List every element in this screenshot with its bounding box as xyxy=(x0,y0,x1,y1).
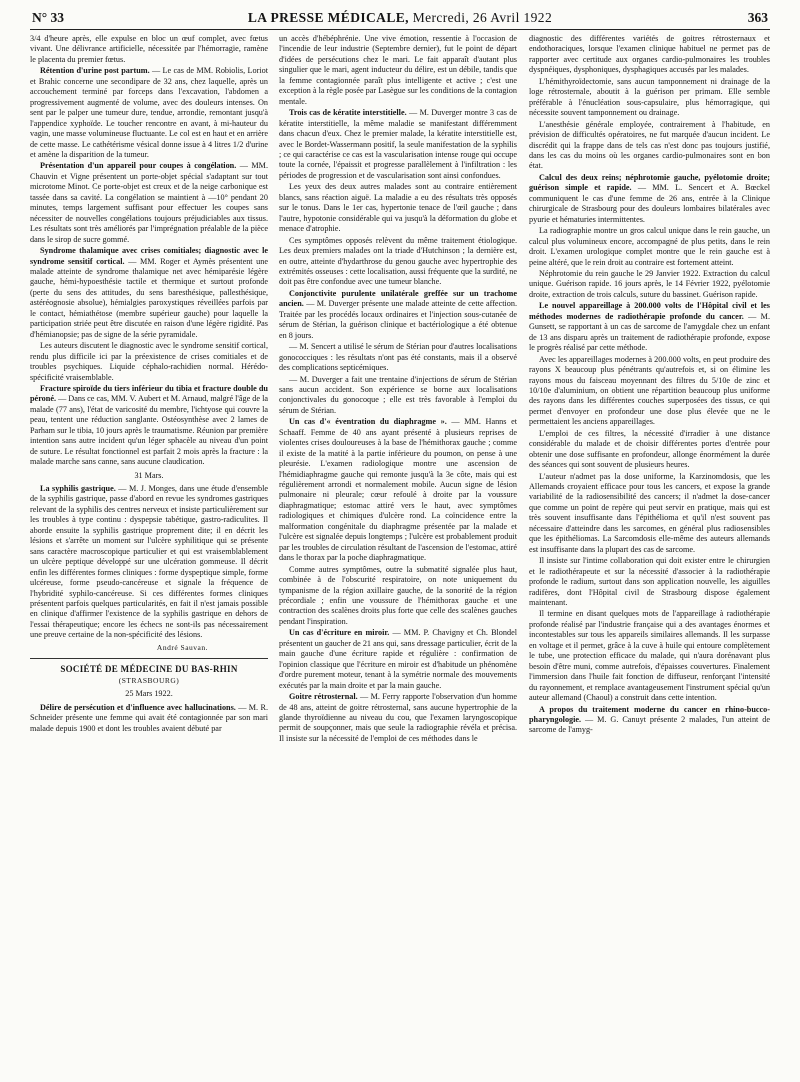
article-paragraph: Un cas d'écriture en miroir. — MM. P. Chavigny et Ch. Blondel présentent un gaucher de 21 ans qui, sans dressage particulier, écrit de la main gauche d'une écriture rapide et régulière : confirmation de l'opinion classique que l'écriture en miroir est d'habitude un phénomène d'ordre purement moteur, tenant à la symétrie normale des mouvements exécutés par la main droite et par la main gauche. xyxy=(279,628,517,690)
column-3 xyxy=(529,34,770,1078)
article-paragraph: Les auteurs discutent le diagnostic avec le syndrome sensitif cortical, rendu plus difficile ici par la préexistence de crises comitiales et de troubles psychiques. Liquide céphalo-rachidien normal. Hérédo-spécificité vraisemblable. xyxy=(30,341,268,382)
article-paragraph: — M. Duverger a fait une trentaine d'injections de sérum de Stérian sans aucun accident. Son expérience se borne aux localisations conjonctivales du gonocoque ; elle est très favorable à l'emploi du sérum de Stérian. xyxy=(279,374,517,415)
article-paragraph: Trois cas de kératite interstitielle. — M. Duverger montre 3 cas de kératite interstitielle, la même maladie se manifestant différemment dans chacun d'eux. Chez le premier malade, la kératite interstitielle est, avec le Bordet-Wassermann positif, la seule manifestation de la syphilis ; ce qui caractérise ce cas est la vascularisation intense rouge qui occupe toute la cornée, l'épaissit et progresse parallèlement à l'infiltration : les périodes de progression et de vascularisation sont ainsi confondues. xyxy=(279,108,517,180)
article-paragraph: Les yeux des deux autres malades sont au contraire entièrement blancs, sans réaction aiguë. La maladie a eu des résultats très opposés sur le tonus. Dans le 1er cas, hypertonie tenace de l'œil gauche ; dans l'autre, hypotonie considérable qui va jusqu'à la déformation du globe et menace d'atrophie. xyxy=(279,182,517,234)
article-title: Calcul des deux reins; néphrotomie gauche, pyélotomie droite; guérison simple et rapide. xyxy=(529,172,770,193)
article-paragraph: Délire de persécution et d'influence avec hallucinations. — M. R. Schneider présente une femme qui avait été contagionnée par son mari malade depuis 1900 et dont les troubles avaient débuté par xyxy=(30,702,268,733)
article-paragraph: Comme autres symptômes, outre la submatité signalée plus haut, combinée à de l'obscurité respiratoire, on note uniquement du tympanisme de la région axillaire gauche, de la sonorité de la région précordiale ; enfin une voussure de l'hémithorax gauche et une contraction des scalènes droits plus forte que celle des scalènes gauches pendant l'inspiration. xyxy=(279,564,517,626)
article-paragraph: Conjonctivite purulente unilatérale greffée sur un trachome ancien. — M. Duverger présente une malade atteinte de cette affection. Traitée par les procédés locaux ordinaires et l'injection sous-cutanée de sérum de Stérian, la guérison clinique et bactériologique a été obtenue en 8 jours. xyxy=(279,288,517,340)
article-paragraph: Il insiste sur l'intime collaboration qui doit exister entre le chirurgien et le radiothérapeute et sur la nécessité d'associer à la radiothérapie profonde le radium, surtout dans son application nouvelle, les aiguilles radifères, dont l'Hôpital civil de Strasbourg dispose également maintenant. xyxy=(529,556,770,608)
issue-number: N° 33 xyxy=(32,10,65,25)
article-paragraph: Il termine en disant quelques mots de l'appareillage à radiothérapie profonde réalisé par l'industrie française qui a des avantages énormes et incontestables sur tous les appareils similaires allemands. Il les surpasse en voltage et il permet, grâce à la cuve à huile qui entoure complètement le tube, une protection efficace du malade, qui n'aura dorénavant plus besoin d'être muni, comme autrefois, d'épaisses couvertures. Finalement l'immersion dans l'huile fait fonction de diffuseur, renforçant l'intensité du rayonnement, et remplace avantageusement l'instrument spécial qu'un auteur allemand (Chaoul) a construit dans cette intention. xyxy=(529,609,770,703)
journal-name: LA PRESSE MÉDICALE, xyxy=(247,10,409,25)
society-heading: SOCIÉTÉ DE MÉDECINE DU BAS-RHIN xyxy=(60,664,238,675)
issue-date: Mercredi, 26 Avril 1922 xyxy=(412,10,553,25)
article-paragraph: Syndrome thalamique avec crises comitiales; diagnostic avec le syndrome sensitif cortical. — MM. Roger et Aymès présentent une malade atteinte de syndrome thalamique net avec hémiparésie légère gauche, hémi-hypoesthésie tactile et thermique et surtout profonde (perte du sens des attitudes, du sens baresthésique, pallesthésique, astéréognosie absolue), hémialgies paroxystiques réveillées parfois par le contact, hémiathétose (membre supérieur gauche) pour laquelle la participation striée peut être discutée en raison d'une légère rigidité. Pas d'hémianopsie; pas de signe de la série pyramidale. xyxy=(30,246,268,339)
article-paragraph: La syphilis gastrique. — M. J. Monges, dans une étude d'ensemble de la syphilis gastrique, passe d'abord en revue les syndromes gastriques relevant de la syphilis des centres nerveux et insiste particulièrement sur les troubles à type continu : dyspepsie tabétique, gastro-radiculites. Il aborde ensuite la syphilis gastrique proprement dite; il en décrit les lésions et s'arrête un moment sur l'ulcère syphilitique qui se présente sans caractère macroscopique particulier et qui est vraisemblablement un ulcère peptique développé sur une ulcération gommeuse. Il décrit enfin les différentes formes cliniques : forme dyspeptique simple, forme ulcéreuse, forme pseudo-cancéreuse et signale la fréquence de l'hybridité syphilo-cancéreuse. Si ces différentes formes cliniques présentent parfois quelques particularités, en fait il n'est jamais possible en clinique d'affirmer l'existence de la syphilis gastrique en dehors de l'essai thérapeutique; encore les échecs ne sont-ils pas nécessairement une preuve certaine de la non-spécificité des lésions. xyxy=(30,484,268,640)
article-paragraph: Un cas d'« éventration du diaphragme ». — MM. Hanns et Schaaff. Femme de 40 ans ayant présenté à plusieurs reprises de violentes crises douloureuses à la base de l'hémithorax gauche ; comme il existe de la matité à la partie inférieure du poumon, on pense à une pleurésie. L'examen radiologique montre une ascension de l'hémidiaphragme gauche qui remonte jusqu'à la 3e côte, mais qui est régulièrement arrondi et normalement mobile. Aucun signe de lésion pulmonaire ni pleurale; cœur refoulé à droite par la voussure diaphragmatique; estomac attiré vers le haut, avec symptômes radiologiques et chimiques d'ulcère rond. La coïncidence entre la malformation congénitale du diaphragme présentée par la malade et l'ulcère est signalée depuis longtemps ; l'ulcère est probablement produit par les troubles de circulation résultant de l'ascension de l'estomac, attiré dans le thorax par la poche diaphragmatique. xyxy=(279,417,517,563)
article-paragraph: Goitre rétrosternal. — M. Ferry rapporte l'observation d'un homme de 48 ans, atteint de goitre rétrosternal, sans aucune hypertrophie de la glande thyroïdienne au niveau du cou, que l'examen laryngoscopique permit de soupçonner, mais que seule la radiographie révéla et précisa. Il insiste sur la nécessité de l'emploi de ces méthodes dans le xyxy=(279,692,517,743)
article-paragraph: Présentation d'un appareil pour coupes à congélation. — MM. Chauvin et Vigne présentent un porte-objet spécial s'adaptant sur tout microtome Minot. Ce porte-objet est creux et de la neige carbonique est tassée dans sa cavité. La congélation se maintient à —10° pendant 20 minutes, temps largement suffisant pour effectuer les coupes sans nécessiter de nouvelles congélations toujours préjudiciables aux tissus. Les résultats sont très améliorés par l'imprégnation préalable de la pièce dans le sirop de sucre gommé. xyxy=(30,161,268,244)
article-paragraph: L'emploi de ces filtres, la nécessité d'irradier à une distance considérable du malade et de choisir différentes portes d'entrée pour obtenir une dose suffisante en profondeur, allonge énormément la durée des séances qui sont souvent de plusieurs heures. xyxy=(529,428,770,470)
article-title: La syphilis gastrique. xyxy=(40,484,116,494)
article-title: Conjonctivite purulente unilatérale greffée sur un trachome ancien. xyxy=(279,288,517,309)
column-2 xyxy=(279,34,517,1078)
article-paragraph: Fracture spiroïde du tiers inférieur du tibia et fracture double du péroné. — Dans ce cas, MM. V. Aubert et M. Arnaud, malgré l'âge de la malade (77 ans), l'état de varicosité du membre, l'ichtyose qui couvre la peau, tentent une réduction sanglante. Ostéosynthèse avec 2 lames de Parham sur le tibia, 10 jours après le traumatisme. Réunion par première intention sans autre incident qu'un léger sphacèle au niveau d'un point de suture. Le résultat fonctionnel est parfait 2 mois après la fracture : la malade marche sans canne, sans aucune claudication. xyxy=(30,383,268,467)
column-1 xyxy=(30,34,268,1078)
article-title: Un cas d'écriture en miroir. xyxy=(289,628,390,638)
article-paragraph: Néphrotomie du rein gauche le 29 Janvier 1922. Extraction du calcul unique. Guérison rapide. 16 jours après, le 14 Février 1922, pyélotomie droite, extraction de trois calculs, suture du bassinet. Guérison rapide. xyxy=(529,268,770,299)
article-paragraph: Ces symptômes opposés relèvent du même traitement étiologique. Les deux premiers malades ont la triade d'Hutchinson ; la dernière est, en outre, atteinte d'hydarthrose du genou gauche avec hypertrophie des extrémités osseuses : cette localisation, aussi fréquente que la surdité, ne doit pas être confondue avec une tumeur blanche. xyxy=(279,235,517,287)
date-line: 31 Mars. xyxy=(134,470,164,480)
article-paragraph: diagnostic des différentes variétés de goitres rétrosternaux et endothoraciques, lorsque l'examen clinique habituel ne permet pas de rapporter avec certitude aux organes cardio-pulmonaires les troubles dyspnéiques, dysphoniques, dysphagiques accusés par les malades. xyxy=(529,34,770,75)
page-number: 363 xyxy=(747,10,768,25)
page-header xyxy=(30,9,770,30)
article-title: Le nouvel appareillage à 200.000 volts de l'Hôpital civil et les méthodes modernes de radiothérapie profonde du cancer. xyxy=(529,301,770,321)
author-signature: André Sauvan. xyxy=(156,642,208,652)
article-title: A propos du traitement moderne du cancer en rhino-bucco-pharyngologie. xyxy=(529,704,770,724)
article-title: Trois cas de kératite interstitielle. xyxy=(289,108,407,118)
article-paragraph: A propos du traitement moderne du cancer en rhino-bucco-pharyngologie. — M. G. Canuyt présente 2 malades, l'un atteint de sarcome de l'amyg- xyxy=(529,704,770,735)
article-paragraph: L'hémithyroïdectomie, sans aucun tamponnement ni drainage de la loge rétrosternale, aboutit à la guérison per primam. Elle semble préférable à l'énucléation sous-capsulaire, plus hémorragique, qui nécessite souvent tamponnement ou drainage. xyxy=(529,76,770,118)
article-paragraph: L'auteur n'admet pas la dose uniforme, la Karzinomdosis, que les Allemands croyaient efficace pour tous les cancers, et expose la grande variabilité de la radiosensibilité des cancers; il n'admet la dose-cancer que comme un point de repère qui peut servir en pratique, mais qui est très souvent insuffisante dans l'épithélioma et qu'il n'est souvent pas nécessaire d'atteindre dans les sarcomes, en général plus radiosensibles que les épithéliomas. La Sarcomdosis elle-même des auteurs allemands est insuffisante dans la plupart des cas de sarcome. xyxy=(529,471,770,554)
article-title: Présentation d'un appareil pour coupes à congélation. xyxy=(40,161,237,171)
article-title: Rétention d'urine post partum. xyxy=(40,66,150,76)
article-title: Fracture spiroïde du tiers inférieur du tibia et fracture double du péroné. xyxy=(30,383,268,404)
article-paragraph: Avec les appareillages modernes à 200.000 volts, en peut produire des rayons X beaucoup plus pénétrants qu'autrefois et, si on élimine les rayons mous du faisceau moyennant des filtres du 5/10e de zinc et 10/10e d'aluminium, on obtient une répartition beaucoup plus uniforme des rayons dans les différentes couches superposées des tissus, ce qui permet d'envoyer en profondeur une dose plus élevée que ne le permettaient les anciens appareillages. xyxy=(529,354,770,427)
article-paragraph: Calcul des deux reins; néphrotomie gauche, pyélotomie droite; guérison simple et rapide. — MM. L. Sencert et A. Bœckel communiquent le cas d'une femme de 26 ans, entrée à la Clinique chirurgicale de Strasbourg pour des douleurs lombaires bilatérales avec pyurie et hématuries intermittentes. xyxy=(529,172,770,224)
article-title: Délire de persécution et d'influence avec hallucinations. xyxy=(40,702,236,712)
article-paragraph: 3/4 d'heure après, elle expulse en bloc un œuf complet, avec fœtus vivant. Une délivrance artificielle, nécessitée par l'hémorragie, ramène le placenta du premier fœtus. xyxy=(30,34,268,64)
article-title: Goitre rétrosternal. xyxy=(289,692,358,702)
article-title: Un cas d'« éventration du diaphragme ». xyxy=(289,417,447,427)
session-date: 25 Mars 1922. xyxy=(125,689,173,699)
article-paragraph: — M. Sencert a utilisé le sérum de Stérian pour d'autres localisations gonococciques : les résultats n'ont pas été constants, mais il a observé des complications septicémiques. xyxy=(279,342,517,373)
article-paragraph: L'anesthésie générale employée, contrairement à l'habitude, en prévision de difficultés opératoires, ne fut marquée d'aucun incident. Le discrédit qui la frappe dans de tels cas n'est donc pas toujours justifié, dans les cas du moins où les organes cardio-pulmonaires sont en bon état. xyxy=(529,119,770,171)
article-paragraph: La radiographie montre un gros calcul unique dans le rein gauche, un calcul plus volumineux encore, accompagné de plus petits, dans le rein droit. L'examen urologique complet montre que le rein gauche est à peine altéré, que le rein droit au contraire est fortement atteint. xyxy=(529,226,770,267)
article-paragraph: un accès d'hébéphrénie. Une vive émotion, ressentie à l'occasion de l'incendie de leur industrie (Septembre dernier), fut le point de départ d'idées de persécutions chez le mari. Le fait apparaît d'autant plus singulier que le mari, agent inducteur du délire, est un débile, tandis que la femme contagionnée paraît plus intelligente et active ; c'est une exception à la règle posée par Lasègue sur les conditions de la contagion mentale. xyxy=(279,34,517,106)
article-title: Syndrome thalamique avec crises comitiales; diagnostic avec le syndrome sensitif cortical. xyxy=(30,246,268,266)
article-paragraph: Le nouvel appareillage à 200.000 volts de l'Hôpital civil et les méthodes modernes de radiothérapie profonde du cancer. — M. Gunsett, se rapportant à un cas de sarcome de l'amygdale chez un enfant de 13 ans disparu après un traitement de radiothérapie profonde, expose le progrès réalisé par cette méthode. xyxy=(529,301,770,353)
section-divider xyxy=(30,658,268,659)
journal-title xyxy=(30,10,770,26)
article-paragraph: Rétention d'urine post partum. — Le cas de MM. Robiolis, Loriot et Brahic concerne une secondipare de 32 ans, chez laquelle, après un accouchement terminé par forceps dans l'excavation, l'abdomen a progressivement augmenté de volume, avec des douleurs intenses. On sent par le palper une tumeur dure, tendue, arrondie, remontant jusqu'à l'appendice xyphoïde. Le toucher rencontre en avant, à mi-hauteur du vagin, une masse volumineuse fluctuante. Le col est en haut et en arrière de cette masse. Le cathétérisme vésical donne issue à 4 litres 1/2 d'urine et amène la disparition de la tumeur. xyxy=(30,66,268,159)
society-city: (STRASBOURG) xyxy=(118,675,180,685)
